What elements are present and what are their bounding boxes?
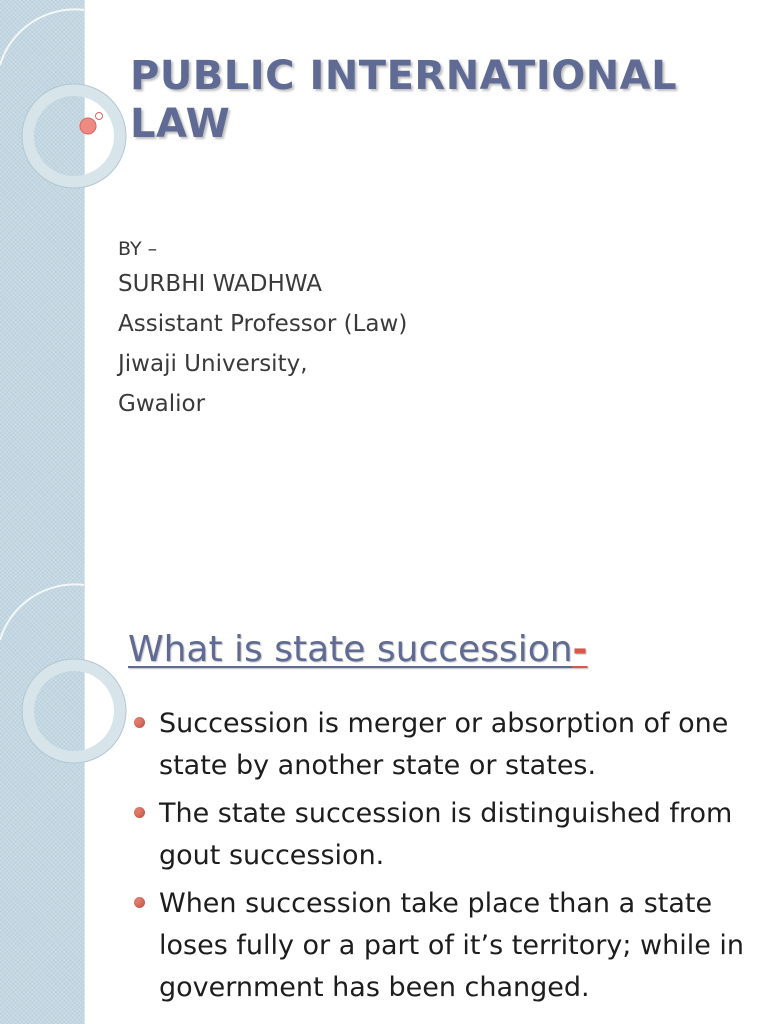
circle-ornament-icon bbox=[0, 0, 130, 200]
author-name: SURBHI WADHWA bbox=[118, 271, 323, 297]
slide-heading-text: What is state succession bbox=[128, 629, 573, 670]
author-block bbox=[118, 234, 738, 424]
presentation-title: PUBLIC INTERNATIONAL LAW bbox=[130, 53, 678, 147]
bullet-list bbox=[132, 703, 752, 1015]
bullet-text: The state succession is distinguished from gout succession. bbox=[159, 798, 733, 871]
list-item bbox=[132, 883, 752, 1009]
content-slide bbox=[0, 575, 768, 1024]
author-university: Jiwaji University, bbox=[118, 351, 308, 377]
bullet-text: Succession is merger or absorption of one state by another state or states. bbox=[159, 708, 729, 781]
list-item bbox=[132, 793, 752, 877]
slide-heading bbox=[128, 627, 748, 673]
list-item bbox=[132, 703, 752, 787]
slide-heading-dash: - bbox=[572, 629, 588, 670]
bullet-icon bbox=[134, 897, 145, 908]
author-designation: Assistant Professor (Law) bbox=[118, 311, 408, 337]
bullet-icon bbox=[134, 807, 145, 818]
author-city: Gwalior bbox=[118, 391, 206, 417]
author-by-label: BY – bbox=[118, 238, 158, 260]
bullet-text: When succession take place than a state loses fully or a part of it’s territory; while in government has been changed. bbox=[159, 888, 745, 1003]
bullet-icon bbox=[134, 717, 145, 728]
circle-ornament-icon bbox=[0, 575, 130, 775]
